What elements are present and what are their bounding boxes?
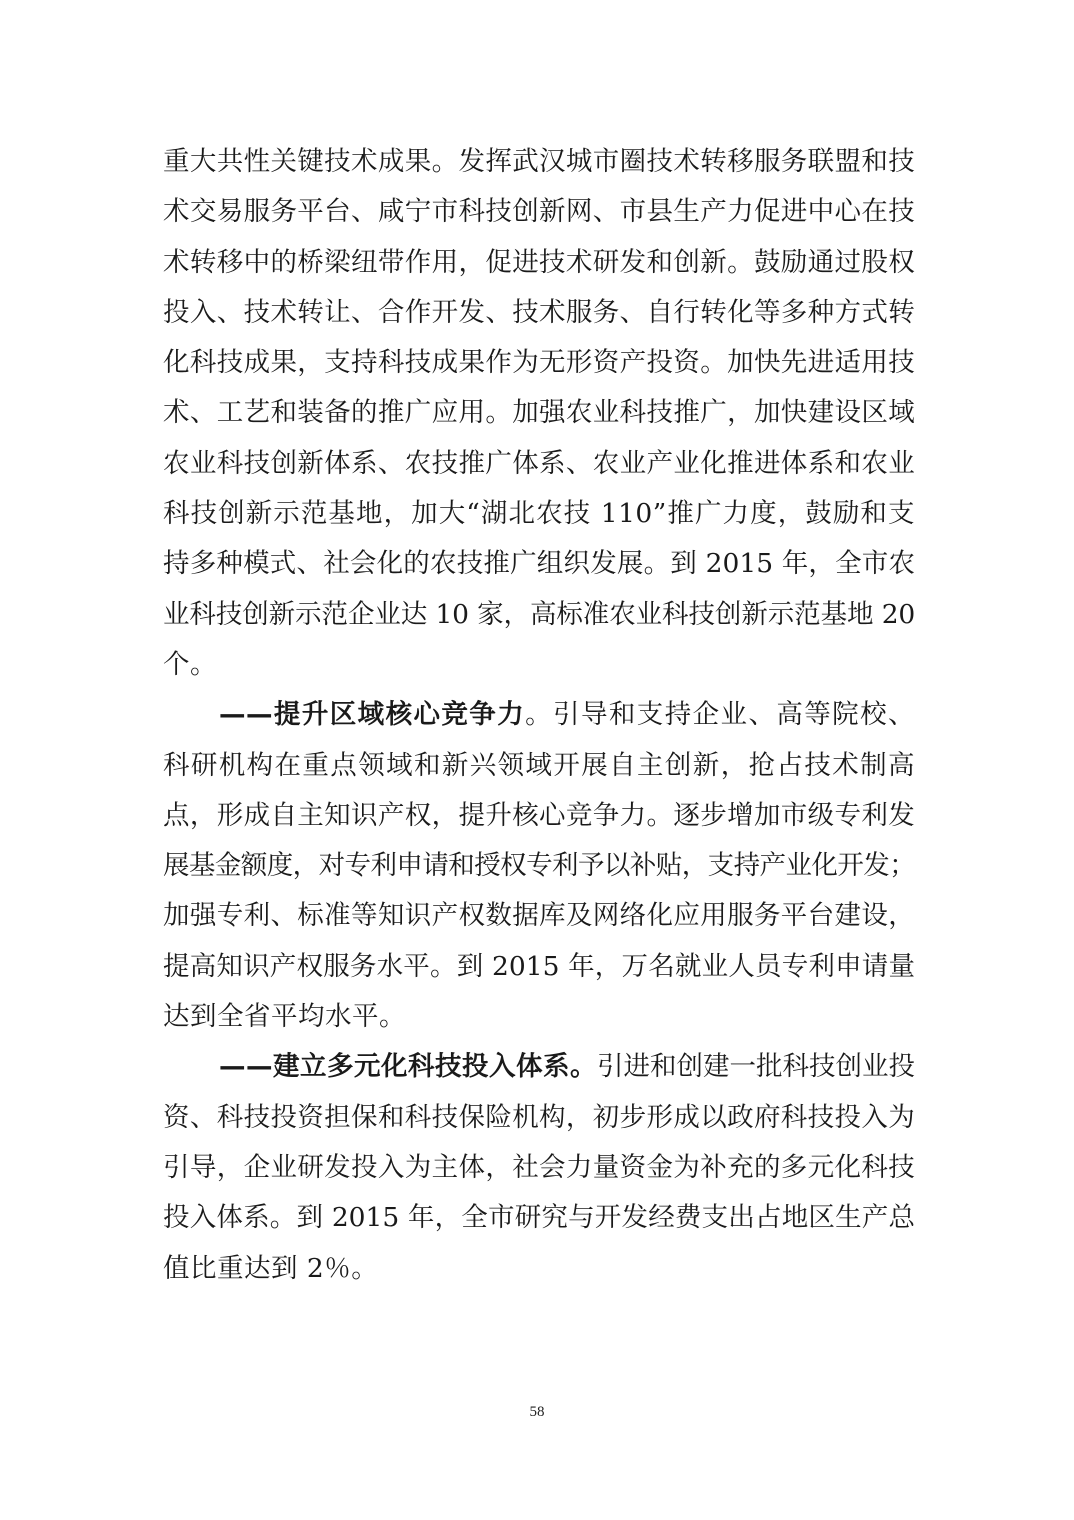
text-line: 农业科技创新体系、农技推广体系、农业产业化推进体系和农业	[163, 447, 915, 479]
text-line: 重大共性关键技术成果。发挥武汉城市圈技术转移服务联盟和技	[163, 146, 915, 177]
text-line: 术交易服务平台、咸宁市科技创新网、市县生产力促进中心在技	[163, 196, 915, 228]
section-heading: ——建立多元化科技投入体系。	[219, 1051, 597, 1083]
text-line: 术转移中的桥梁纽带作用，促进技术研发和创新。鼓励通过股权	[163, 246, 915, 278]
text-line: 个。	[163, 648, 217, 680]
text-line: 提高知识产权服务水平。到 2015 年，万名就业人员专利申请量	[163, 950, 915, 982]
text-line: 达到全省平均水平。	[163, 1001, 406, 1033]
text-line: 化科技成果，支持科技成果作为无形资产投资。加快先进适用技	[163, 347, 915, 379]
text-line	[163, 1042, 915, 1092]
text-line: 业科技创新示范企业达 10 家，高标准农业科技创新示范基地 20	[163, 598, 915, 630]
paragraph-tech-transfer	[163, 137, 915, 690]
paragraph-core-competitiveness	[163, 690, 915, 1042]
text-line: 加强专利、标准等知识产权数据库及网络化应用服务平台建设，	[163, 900, 915, 932]
text-run: 。引导和支持企业、高等院校、	[525, 699, 916, 731]
section-heading: ——提升区域核心竞争力	[219, 699, 526, 731]
text-line: 引导，企业研发投入为主体，社会力量资金为补充的多元化科技	[163, 1151, 915, 1183]
body-text	[163, 137, 915, 1294]
text-line: 资、科技投资担保和科技保险机构，初步形成以政府科技投入为	[163, 1101, 915, 1133]
text-line: 投入、技术转让、合作开发、技术服务、自行转化等多种方式转	[163, 296, 915, 328]
text-line: 科研机构在重点领域和新兴领域开展自主创新，抢占技术制高	[163, 749, 915, 781]
text-run: 引进和创建一批科技创业投	[597, 1051, 915, 1083]
page-number: 58	[529, 1404, 545, 1420]
text-line: 持多种模式、社会化的农技推广组织发展。到 2015 年，全市农	[163, 548, 915, 580]
text-line: 科技创新示范基地，加大“湖北农技 110”推广力度，鼓励和支	[163, 498, 915, 530]
text-line: 术、工艺和装备的推广应用。加强农业科技推广，加快建设区域	[163, 397, 915, 429]
text-line: 点，形成自主知识产权，提升核心竞争力。逐步增加市级专利发	[163, 799, 915, 831]
text-line: 投入体系。到 2015 年，全市研究与开发经费支出占地区生产总	[163, 1202, 915, 1234]
text-line: 值比重达到 2％。	[163, 1252, 379, 1284]
text-line: 展基金额度，对专利申请和授权专利予以补贴，支持产业化开发；	[163, 850, 915, 882]
text-line	[163, 690, 915, 740]
paragraph-investment-system	[163, 1042, 915, 1293]
